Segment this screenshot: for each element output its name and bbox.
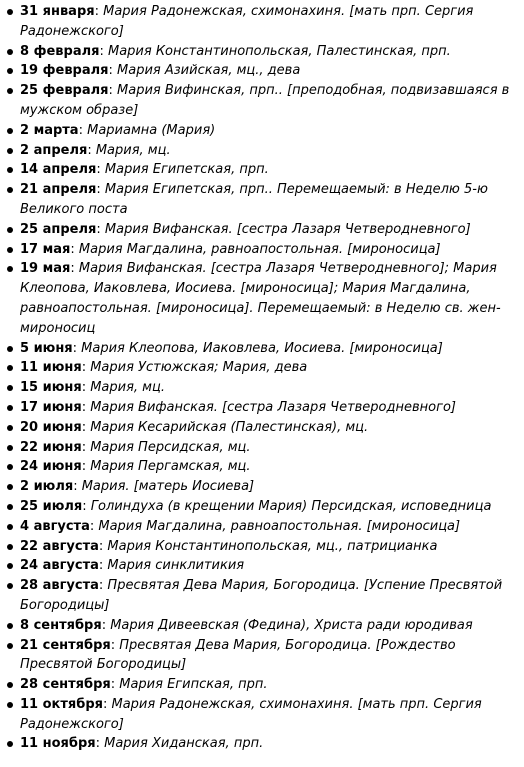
list-item: 28 августа: Пресвятая Дева Мария, Богородица. [Успение Пресвятой Богородицы] <box>20 576 518 616</box>
list-item: 8 февраля: Мария Константинопольская, Палестинская, прп. <box>20 42 518 62</box>
entry-date: 19 февраля <box>20 63 109 79</box>
list-item: 11 октября: Мария Радонежская, схимонахиня. [мать прп. Сергия Радонежского] <box>20 695 518 735</box>
list-item: 8 сентября: Мария Дивеевская (Федина), Христа ради юродивая <box>20 616 518 636</box>
list-item: 17 мая: Мария Магдалина, равноапостольная. [мироносица] <box>20 240 518 260</box>
entry-text: Мария Пергамская, мц. <box>90 459 251 475</box>
list-item: 20 июня: Мария Кесарийская (Палестинская), мц. <box>20 418 518 438</box>
entry-date: 17 мая <box>20 241 71 257</box>
list-item: 25 июля: Голиндуха (в крещении Мария) Персидская, исповедница <box>20 497 518 517</box>
entry-date: 8 сентября <box>20 617 102 633</box>
entry-date: 28 августа <box>20 578 99 594</box>
entry-text: Мария Вифанская. [сестра Лазаря Четверодневного] <box>104 221 471 237</box>
entry-date: 2 июля <box>20 479 74 495</box>
entry-text: Голиндуха (в крещении Мария) Персидская, исповедница <box>90 498 492 514</box>
list-item: 4 августа: Мария Магдалина, равноапостольная. [мироносица] <box>20 517 518 537</box>
entry-text: Мария Хиданская, прп. <box>104 736 264 752</box>
list-item: 14 апреля: Мария Египетская, прп. <box>20 160 518 180</box>
entry-date: 21 сентября <box>20 637 111 653</box>
entry-text: Мария Дивеевская (Федина), Христа ради юродивая <box>110 617 473 633</box>
list-item: 15 июня: Мария, мц. <box>20 378 518 398</box>
entry-text: Мария. [матерь Иосиева] <box>81 479 255 495</box>
entry-text: Мария Клеопова, Иаковлева, Иосиева. [мироносица] <box>81 340 443 356</box>
entry-date: 28 сентября <box>20 677 111 693</box>
list-item: 21 апреля: Мария Египетская, прп.. Перемещаемый: в Неделю 5-ю Великого поста <box>20 180 518 220</box>
entry-text: Мария Египетская, прп.. Перемещаемый: в Неделю 5-ю Великого поста <box>20 182 488 217</box>
entry-date: 5 июня <box>20 340 73 356</box>
entry-date: 31 января <box>20 4 95 19</box>
list-item: 28 сентября: Мария Египская, прп. <box>20 675 518 695</box>
entry-text: Мария Вифанская. [сестра Лазаря Четверодневного]; Мария Клеопова, Иаковлева, Иосиева. [мироносица]; Мария Магдалина, равноапостольная. [мироносица]. Перемещаемый: в Неделю св. жен-мироносиц <box>20 261 501 336</box>
list-item: 2 июля: Мария. [матерь Иосиева] <box>20 477 518 497</box>
list-item: 31 января: Мария Радонежская, схимонахиня. [мать прп. Сергия Радонежского] <box>20 2 518 42</box>
list-item: 2 марта: Мариамна (Мария) <box>20 121 518 141</box>
entry-date: 19 мая <box>20 261 71 277</box>
entry-text: Мария Вифинская, прп.. [преподобная, подвизавшаяся в мужском образе] <box>20 83 510 118</box>
list-item: 11 ноября: Мария Хиданская, прп. <box>20 734 518 754</box>
list-item: 21 сентября: Пресвятая Дева Мария, Богородица. [Рождество Пресвятой Богородицы] <box>20 636 518 676</box>
entry-text: Мария Константинопольская, мц., патрицианка <box>107 538 438 554</box>
entry-text: Мария синклитикия <box>107 558 245 574</box>
list-item: 25 февраля: Мария Вифинская, прп.. [преподобная, подвизавшаяся в мужском образе] <box>20 81 518 121</box>
entry-date: 14 апреля <box>20 162 97 178</box>
entry-date: 8 февраля <box>20 43 100 59</box>
list-item: 19 февраля: Мария Азийская, мц., дева <box>20 61 518 81</box>
entry-date: 4 августа <box>20 518 90 534</box>
list-item: 22 августа: Мария Константинопольская, мц., патрицианка <box>20 537 518 557</box>
entry-text: Мариамна (Мария) <box>87 122 216 138</box>
entry-text: Мария Устюжская; Мария, дева <box>90 360 308 376</box>
entry-date: 11 ноября <box>20 736 96 752</box>
entry-date: 21 апреля <box>20 182 97 198</box>
list-item: 25 апреля: Мария Вифанская. [сестра Лазаря Четверодневного] <box>20 220 518 240</box>
list-item: 22 июня: Мария Персидская, мц. <box>20 438 518 458</box>
entry-date: 22 августа <box>20 538 99 554</box>
entry-date: 22 июня <box>20 439 82 455</box>
entry-date: 11 июня <box>20 360 82 376</box>
list-item: 17 июня: Мария Вифанская. [сестра Лазаря Четверодневного] <box>20 398 518 418</box>
entry-date: 25 апреля <box>20 221 97 237</box>
entry-text: Мария Персидская, мц. <box>90 439 251 455</box>
entry-text: Мария Египская, прп. <box>119 677 268 693</box>
entry-text: Мария Константинопольская, Палестинская, прп. <box>107 43 451 59</box>
entry-text: Мария Магдалина, равноапостольная. [мироносица] <box>78 241 441 257</box>
entry-date: 2 апреля <box>20 142 88 158</box>
entry-text: Пресвятая Дева Мария, Богородица. [Успение Пресвятой Богородицы] <box>20 578 503 613</box>
entry-text: Мария Египетская, прп. <box>104 162 269 178</box>
list-item: 24 августа: Мария синклитикия <box>20 556 518 576</box>
entry-text: Пресвятая Дева Мария, Богородица. [Рождество Пресвятой Богородицы] <box>20 637 456 673</box>
entry-text: Мария, мц. <box>90 380 165 396</box>
entry-text: Мария Вифанская. [сестра Лазаря Четверодневного] <box>90 399 456 415</box>
list-item: 19 мая: Мария Вифанская. [сестра Лазаря Четверодневного]; Мария Клеопова, Иаковлева, Иосиева. [мироносица]; Мария Магдалина, равноапостольная. [мироносица]. Перемещаемый: в Неделю св. жен-мироносиц <box>20 259 518 338</box>
entry-text: Мария Магдалина, равноапостольная. [мироносица] <box>98 518 461 534</box>
entry-text: Мария, мц. <box>95 142 171 158</box>
entry-date: 15 июня <box>20 380 82 396</box>
entry-date: 2 марта <box>20 122 79 138</box>
entry-date: 17 июня <box>20 399 82 415</box>
list-item: 11 июня: Мария Устюжская; Мария, дева <box>20 358 518 378</box>
entry-text: Мария Азийская, мц., дева <box>117 63 301 79</box>
entry-date: 24 августа <box>20 558 99 574</box>
entry-date: 11 октября <box>20 696 103 712</box>
entry-text: Мария Радонежская, схимонахиня. [мать прп. Сергия Радонежского] <box>20 696 482 732</box>
list-item: 2 апреля: Мария, мц. <box>20 141 518 161</box>
entry-date: 25 июля <box>20 498 83 514</box>
list-item: 24 июня: Мария Пергамская, мц. <box>20 457 518 477</box>
entry-text: Мария Кесарийская (Палестинская), мц. <box>90 419 369 435</box>
entry-date: 24 июня <box>20 459 82 475</box>
list-item: 5 июня: Мария Клеопова, Иаковлева, Иосиева. [мироносица] <box>20 339 518 359</box>
entry-text: Мария Радонежская, схимонахиня. [мать прп. Сергия Радонежского] <box>20 4 474 39</box>
entry-date: 25 февраля <box>20 83 109 99</box>
entry-date: 20 июня <box>20 419 82 435</box>
